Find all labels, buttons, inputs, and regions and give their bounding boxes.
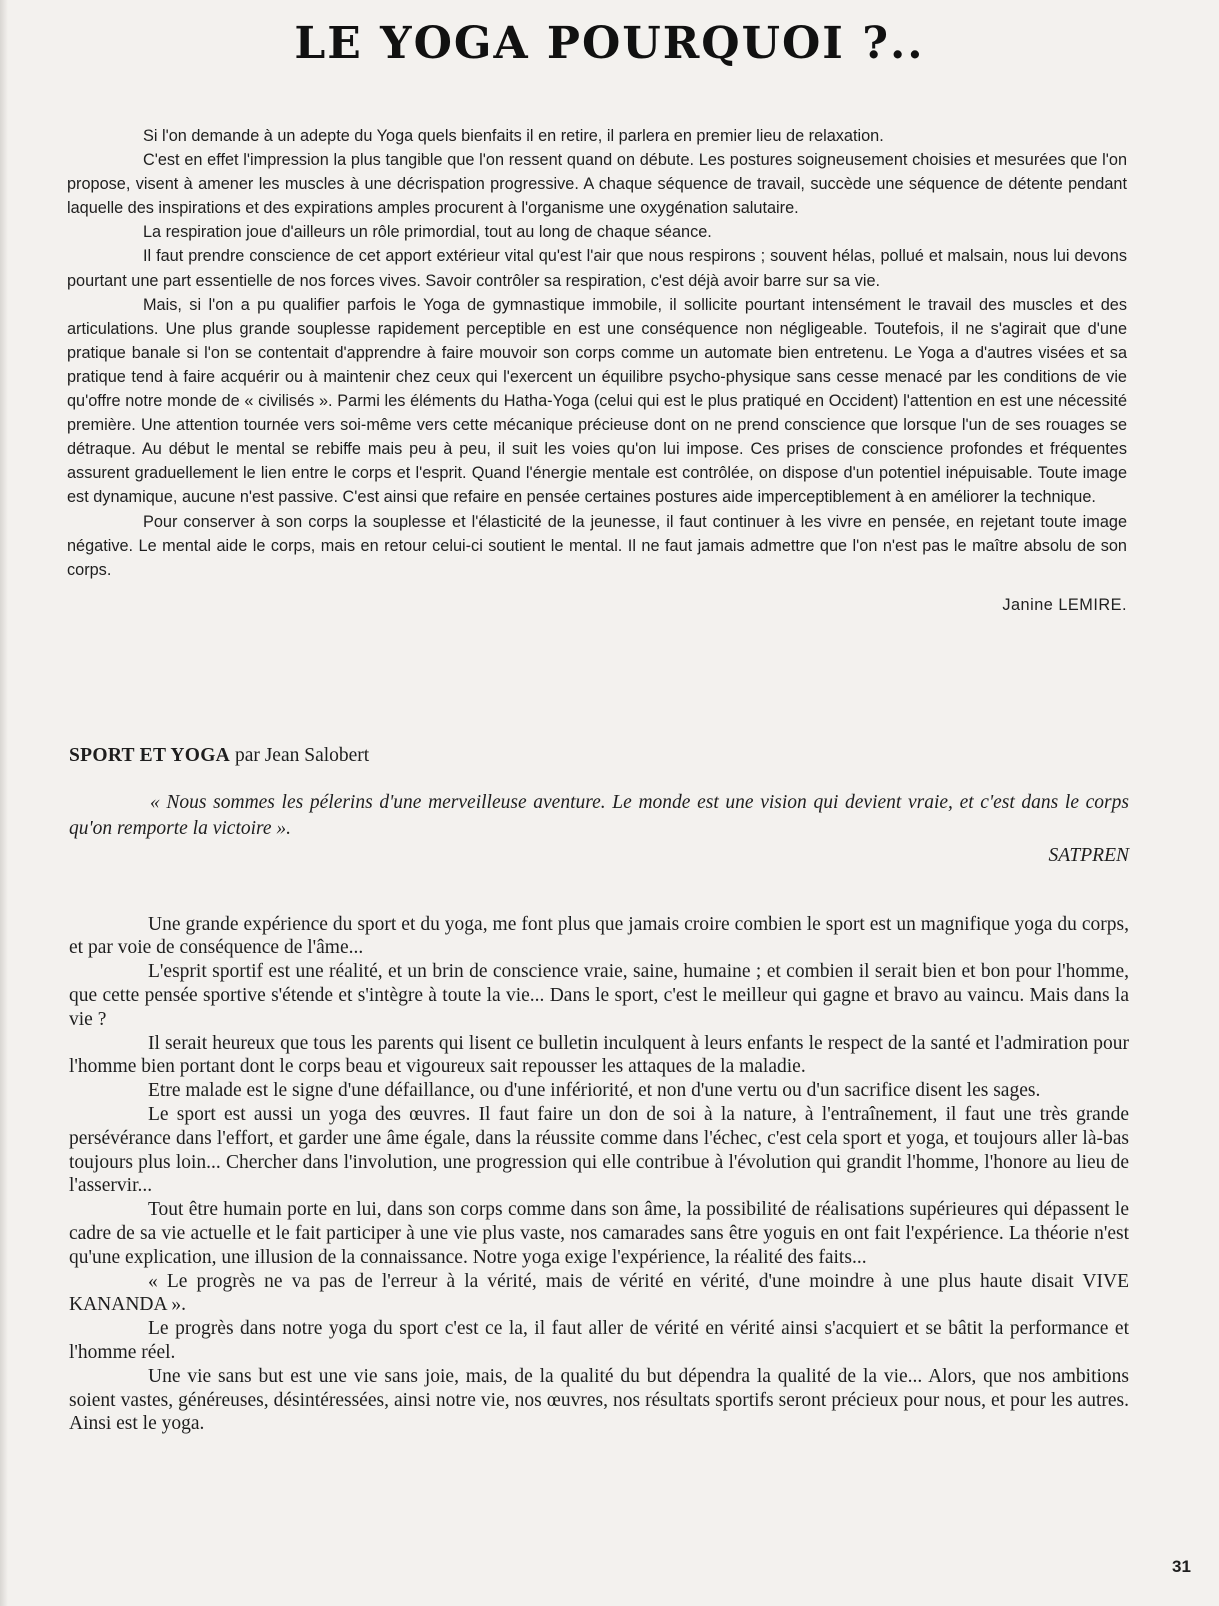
paragraph: Le progrès dans notre yoga du sport c'est ce la, il faut aller de vérité en vérité ainsi s'acquiert et se bâtit la performance et l'homme réel. [69,1318,1129,1363]
paragraph: Le sport est aussi un yoga des œuvres. Il faut faire un don de soi à la nature, à l'entraînement, il faut une très grande persévérance dans l'effort, et garder une âme égale, dans la réussite comme dans l'échec, c'est cela sport et yoga, et toujours aller là-bas toujours plus loin... Chercher dans l'involution, une progression qui elle contribue à l'évolution qui grandit l'homme, l'honore au lieu de l'asservir... [69,1103,1129,1197]
article-body [69,913,1129,1437]
paragraph: Pour conserver à son corps la souplesse et l'élasticité de la jeunesse, il faut continuer à les vivre en pensée, en rejetant toute image négative. Le mental aide le corps, mais en retour celui-ci soutient le mental. Il ne faut jamais admettre que l'on n'est pas le maître absolu de son corps. [67,512,1127,579]
paragraph: Il faut prendre conscience de cet apport extérieur vital qu'est l'air que nous respirons ; souvent hélas, pollué et malsain, nous lui devons pourtant une part essentielle de nos forces vives. Savoir contrôler sa respiration, c'est déjà avoir barre sur sa vie. [67,247,1127,290]
paragraph: Si l'on demande à un adepte du Yoga quels bienfaits il en retire, il parlera en premier lieu de relaxation. [143,127,884,145]
paragraph: Tout être humain porte en lui, dans son corps comme dans son âme, la possibilité de réalisations supérieures qui dépassent le cadre de sa vie actuelle et le fait participer à une vie plus vaste, nos camarades sans être yoguis en ont fait l'expérience. La théorie n'est qu'une explication, une illusion de la connaissance. Notre yoga exige l'expérience, la réalité des faits... [69,1199,1129,1268]
epigraph-quote: « Nous sommes les pélerins d'une merveilleuse aventure. Le monde est une vision qui devient vraie, et c'est dans le corps qu'on remporte la victoire ». [69,791,1129,839]
article-sport-et-yoga [69,744,1129,1436]
paragraph: « Le progrès ne va pas de l'erreur à la vérité, mais de vérité en vérité, d'une moindre à une plus haute disait VIVE KANANDA ». [69,1270,1129,1316]
page-title: LE YOGA POURQUOI ?.. [294,18,925,69]
paragraph: Une vie sans but est une vie sans joie, mais, de la qualité du but dépendra la qualité de la vie... Alors, que nos ambitions soient vastes, généreuses, désintéressées, ainsi notre vie, nos œuvres, nos résultats sportifs seront précieux pour nous, et pour les autres. Ainsi est le yoga. [69,1365,1129,1435]
paragraph: Une grande expérience du sport et du yoga, me font plus que jamais croire combien le sport est un magnifique yoga du corps, et par voie de conséquence de l'âme... [69,913,1129,959]
epigraph-author: SATPREN [1048,844,1129,866]
paragraph: La respiration joue d'ailleurs un rôle primordial, tout au long de chaque séance. [143,223,712,242]
page-number: 31 [1172,1557,1191,1576]
article-author: Janine LEMIRE. [1002,595,1127,614]
page-edge [0,0,8,1606]
article-yoga-pourquoi [67,124,1127,617]
article-heading [69,744,1129,768]
paragraph: Il serait heureux que tous les parents qui lisent ce bulletin inculquent à leurs enfants le respect de la santé et l'admiration pour l'homme bien portant dont le corps beau et vigoureux sait repousser les attaques de la maladie. [69,1032,1129,1078]
article-byline: par Jean Salobert [234,745,370,766]
paragraph: Etre malade est le signe d'une défaillance, ou d'une infériorité, et non d'une vertu ou d'un sacrifice disent les sages. [148,1080,1041,1102]
paragraph: C'est en effet l'impression la plus tangible que l'on ressent quand on débute. Les postures soigneusement choisies et mesurées que l'on propose, visent à amener les muscles à une décrispation progressive. A chaque séquence de travail, succède une séquence de détente pendant laquelle des inspirations et des expirations amples procurent à l'organisme une oxygénation salutaire. [67,151,1127,218]
article-title: SPORT ET YOGA [69,745,231,766]
paragraph: L'esprit sportif est une réalité, et un brin de conscience vraie, saine, humaine ; et combien il serait bien et bon pour l'homme, que cette pensée sportive s'étende et s'intègre à toute la vie... Dans le sport, c'est le meilleur qui gagne et bravo au vaincu. Mais dans la vie ? [69,961,1129,1030]
paragraph: Mais, si l'on a pu qualifier parfois le Yoga de gymnastique immobile, il sollicite pourtant intensément le travail des muscles et des articulations. Une plus grande souplesse rapidement perceptible en est une conséquence non négligeable. Toutefois, il ne s'agirait que d'une pratique banale si l'on se contentait d'apprendre à faire mouvoir son corps comme un automate bien entretenu. Le Yoga a d'autres visées et sa pratique tend à faire acquérir ou à maintenir chez ceux qui l'exercent un équilibre psycho-physique sans cesse menacé par les conditions de vie qu'offre notre monde de « civilisés ». Parmi les éléments du Hatha-Yoga (celui qui est le plus pratiqué en Occident) l'attention en est une nécessité première. Une attention tournée vers soi-même vers cette mécanique précieuse dont on ne prend conscience que lorsque l'un de ses rouages se détraque. Au début le mental se rebiffe mais peu à peu, il suit les voies qu'on lui impose. Ces prises de conscience profondes et fréquentes assurent graduellement le lien entre le corps et l'esprit. Quand l'énergie mentale est contrôlée, on dispose d'un potentiel inépuisable. Toute image est dynamique, aucune n'est passive. C'est ainsi que refaire en pensée certaines postures aide imperceptiblement à en améliorer la technique. [67,295,1127,507]
